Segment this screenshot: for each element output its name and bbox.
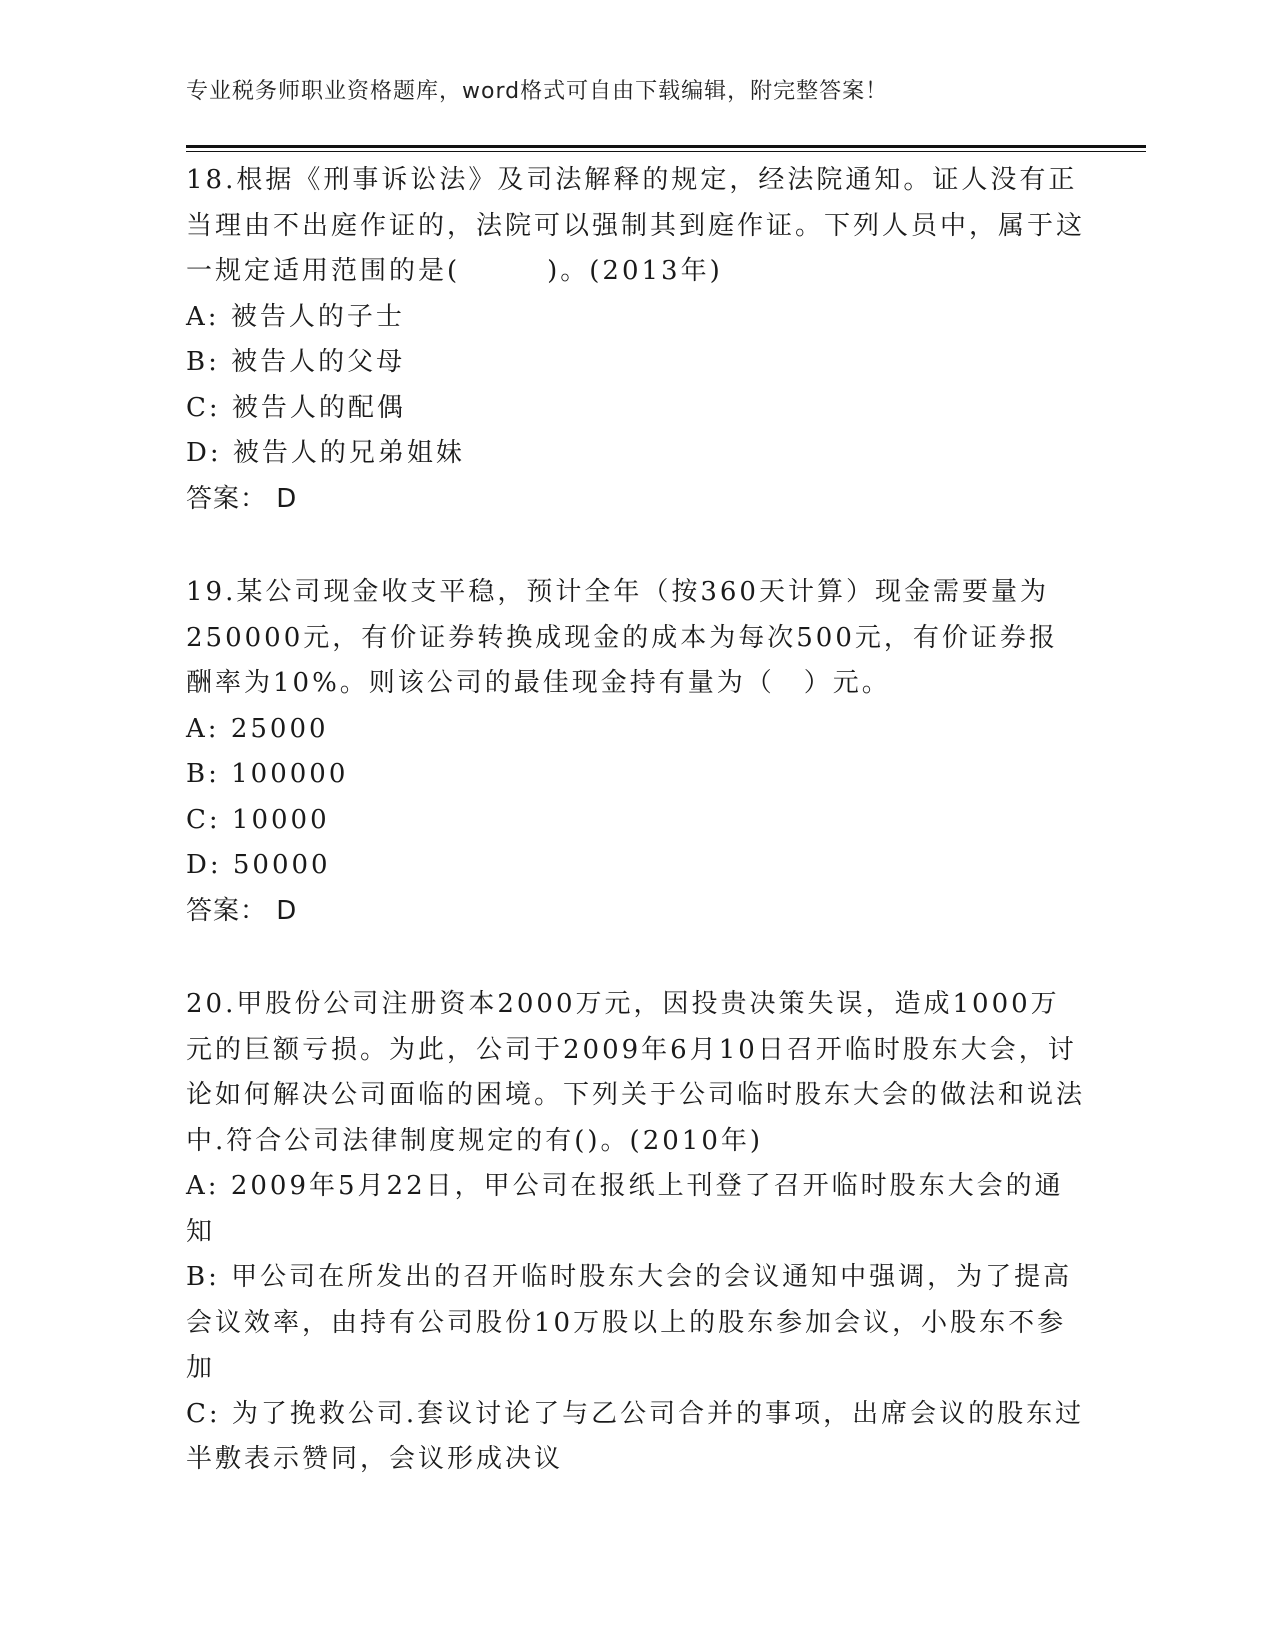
- option-text: 被告人的子士: [230, 301, 405, 332]
- question-stem: 20.甲股份公司注册资本2000万元，因投贵决策失误，造成1000万元的巨额亏损。为此，公司于2009年6月10日召开临时股东大会，讨论如何解决公司面临的困境。下列关于公司临时股东大会的做法和说法中.符合公司法律制度规定的有()。(2010年): [186, 989, 1086, 1156]
- option-label: B:: [186, 759, 220, 789]
- option-a: [186, 707, 1086, 753]
- answer-value: D: [276, 895, 298, 926]
- option-label: A:: [186, 713, 220, 744]
- option-b: [186, 340, 1086, 386]
- option-label: C:: [186, 1398, 221, 1429]
- option-c: [186, 1392, 1086, 1483]
- header-rule-thick: [186, 145, 1146, 148]
- option-label: D:: [186, 850, 222, 880]
- option-a: [186, 295, 1086, 341]
- answer-line: [186, 889, 1086, 935]
- page-header: 专业税务师职业资格题库，word格式可自由下载编辑，附完整答案！: [186, 79, 889, 104]
- option-text: 被告人的配偶: [231, 392, 406, 423]
- option-label: D:: [186, 438, 222, 468]
- option-b: [186, 1255, 1086, 1392]
- question-stem: 19.某公司现金收支平稳，预计全年（按360天计算）现金需要量为250000元，有价证券转换成现金的成本为每次500元，有价证券报酬率为10%。则该公司的最佳现金持有量为（ ）元。: [186, 577, 1058, 698]
- option-text: 25000: [230, 713, 329, 744]
- option-b: [186, 752, 1086, 798]
- option-d: [186, 431, 1086, 477]
- option-text: 被告人的父母: [231, 347, 406, 377]
- option-text: 10000: [231, 804, 330, 835]
- header-rule-thin: [186, 151, 1146, 152]
- answer-label: 答案：: [186, 483, 268, 514]
- question-stem: 18.根据《刑事诉讼法》及司法解释的规定，经法院通知。证人没有正当理由不出庭作证的，法院可以强制其到庭作证。下列人员中，属于这一规定适用范围的是( )。(2013年): [186, 165, 1086, 286]
- answer-line: [186, 477, 1086, 523]
- question-list: [186, 158, 1086, 1531]
- option-label: C:: [186, 392, 221, 423]
- option-text: 被告人的兄弟姐妹: [232, 438, 465, 468]
- option-label: B:: [186, 1262, 220, 1292]
- option-text: 50000: [232, 850, 331, 880]
- option-label: A:: [186, 1171, 220, 1201]
- question-19: [186, 570, 1086, 934]
- answer-label: 答案：: [186, 895, 268, 926]
- option-label: A:: [186, 301, 220, 332]
- option-a: [186, 1164, 1086, 1255]
- option-text: 甲公司在所发出的召开临时股东大会的会议通知中强调，为了提高会议效率，由持有公司股份10万股以上的股东参加会议，小股东不参加: [186, 1262, 1073, 1383]
- question-20: [186, 982, 1086, 1483]
- option-text: 100000: [231, 759, 349, 789]
- option-c: [186, 386, 1086, 432]
- option-c: [186, 798, 1086, 844]
- option-text: 为了挽救公司.套议讨论了与乙公司合并的事项，出席会议的股东过半敷表示赞同，会议形成决议: [186, 1398, 1085, 1474]
- option-text: 2009年5月22日，甲公司在报纸上刊登了召开临时股东大会的通知: [186, 1171, 1064, 1247]
- question-18: [186, 158, 1086, 522]
- answer-value: D: [276, 483, 298, 514]
- option-label: C:: [186, 804, 221, 835]
- option-label: B:: [186, 347, 220, 377]
- option-d: [186, 843, 1086, 889]
